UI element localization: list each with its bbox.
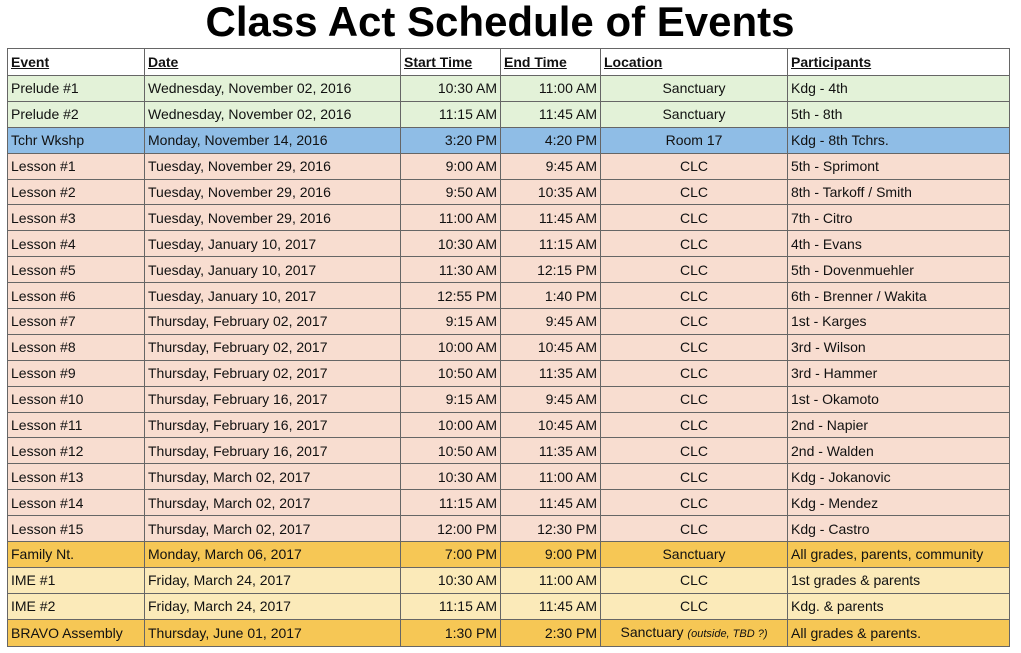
date-cell-text: Tuesday, November 29, 2016 [148, 158, 331, 175]
participants-cell-text: 8th - Tarkoff / Smith [791, 184, 912, 200]
table-row [8, 464, 1010, 490]
table-row [8, 516, 1010, 542]
schedule-rows [8, 76, 1010, 647]
date-cell-text: Thursday, March 02, 2017 [148, 468, 311, 485]
date-cell [145, 334, 401, 360]
location-cell-text: CLC [679, 209, 708, 226]
event-cell-text: Lesson #13 [11, 468, 84, 485]
event-cell-text: IME #2 [11, 598, 56, 615]
end-time-cell-text: 11:45 AM [538, 494, 597, 511]
start-time-cell [401, 412, 501, 438]
participants-cell [788, 412, 1010, 438]
location-cell [601, 593, 788, 619]
date-cell [145, 567, 401, 593]
date-cell-text: Tuesday, January 10, 2017 [148, 261, 317, 278]
date-cell-text: Thursday, February 02, 2017 [148, 313, 328, 330]
header-location: Location [601, 49, 788, 76]
event-cell-text: Lesson #3 [11, 209, 76, 226]
end-time-cell [501, 593, 601, 619]
table-row [8, 127, 1010, 153]
participants-cell [788, 386, 1010, 412]
location-cell [601, 360, 788, 386]
event-cell [8, 283, 145, 309]
date-cell-text: Thursday, March 02, 2017 [148, 494, 311, 511]
schedule-table [7, 48, 1010, 647]
start-time-cell [401, 464, 501, 490]
start-time-cell [401, 179, 501, 205]
start-time-cell [401, 153, 501, 179]
date-cell-text: Thursday, February 16, 2017 [148, 417, 328, 434]
date-cell [145, 153, 401, 179]
start-time-cell [401, 593, 501, 619]
table-row [8, 567, 1010, 593]
event-cell [8, 386, 145, 412]
event-cell [8, 231, 145, 257]
location-cell-text: CLC [679, 365, 708, 382]
date-cell-text: Monday, November 14, 2016 [148, 132, 328, 149]
date-cell [145, 257, 401, 283]
end-time-cell [501, 360, 601, 386]
start-time-cell-text: 10:30 AM [437, 468, 497, 485]
participants-cell [788, 153, 1010, 179]
date-cell [145, 309, 401, 335]
end-time-cell [501, 464, 601, 490]
date-cell-text: Friday, March 24, 2017 [148, 598, 291, 615]
date-cell-text: Tuesday, January 10, 2017 [148, 287, 317, 304]
end-time-cell-text: 11:15 AM [538, 235, 597, 252]
start-time-cell-text: 9:50 AM [445, 184, 497, 200]
participants-cell [788, 567, 1010, 593]
table-row [8, 619, 1010, 646]
end-time-cell [501, 386, 601, 412]
start-time-cell [401, 516, 501, 542]
location-cell-text: Sanctuary [662, 80, 726, 97]
start-time-cell-text: 12:55 PM [437, 287, 497, 304]
date-cell [145, 179, 401, 205]
end-time-cell [501, 309, 601, 335]
location-cell [601, 309, 788, 335]
table-row [8, 490, 1010, 516]
participants-cell [788, 438, 1010, 464]
location-cell-text: CLC [679, 287, 708, 304]
event-cell [8, 464, 145, 490]
location-cell [601, 542, 788, 568]
location-cell [601, 257, 788, 283]
end-time-cell-text: 10:35 AM [537, 184, 597, 200]
start-time-cell-text: 7:00 PM [444, 546, 497, 563]
date-cell-text: Thursday, February 02, 2017 [148, 365, 328, 382]
location-cell-text: CLC [679, 417, 708, 434]
participants-cell [788, 360, 1010, 386]
location-cell [601, 490, 788, 516]
end-time-cell-text: 9:00 PM [544, 546, 597, 563]
end-time-cell [501, 438, 601, 464]
location-cell-text: Sanctuary [662, 546, 726, 563]
end-time-cell [501, 334, 601, 360]
end-time-cell [501, 153, 601, 179]
event-cell [8, 334, 145, 360]
event-cell-text: Lesson #14 [11, 494, 84, 511]
start-time-cell [401, 619, 501, 646]
table-row [8, 360, 1010, 386]
location-cell [601, 101, 788, 127]
date-cell-text: Tuesday, January 10, 2017 [148, 235, 317, 252]
event-cell-text: BRAVO Assembly [11, 624, 123, 641]
start-time-cell [401, 127, 501, 153]
event-cell-text: Lesson #5 [11, 261, 76, 278]
end-time-cell [501, 205, 601, 231]
date-cell [145, 127, 401, 153]
date-cell [145, 438, 401, 464]
start-time-cell-text: 11:15 AM [438, 598, 497, 615]
end-time-cell-text: 9:45 AM [545, 313, 597, 330]
participants-cell-text: 5th - 8th [791, 106, 843, 123]
table-row [8, 179, 1010, 205]
end-time-cell-text: 12:15 PM [537, 261, 597, 278]
table-row [8, 412, 1010, 438]
date-cell [145, 490, 401, 516]
header-date: Date [145, 49, 401, 76]
participants-cell [788, 231, 1010, 257]
event-cell-text: Lesson #8 [11, 339, 76, 356]
location-cell [601, 205, 788, 231]
start-time-cell-text: 10:00 AM [437, 417, 497, 434]
event-cell-text: Lesson #12 [11, 442, 84, 459]
location-cell [601, 127, 788, 153]
participants-cell-text: Kdg - Castro [791, 520, 870, 537]
end-time-cell [501, 127, 601, 153]
event-cell [8, 179, 145, 205]
date-cell [145, 205, 401, 231]
participants-cell [788, 593, 1010, 619]
end-time-cell [501, 179, 601, 205]
table-row [8, 153, 1010, 179]
start-time-cell [401, 205, 501, 231]
participants-cell [788, 101, 1010, 127]
table-row [8, 386, 1010, 412]
participants-cell-text: Kdg - Mendez [791, 494, 879, 511]
event-cell-text: Lesson #15 [11, 520, 84, 537]
participants-cell-text: 3rd - Wilson [791, 339, 866, 356]
date-cell [145, 101, 401, 127]
date-cell [145, 283, 401, 309]
start-time-cell [401, 360, 501, 386]
end-time-cell-text: 10:45 AM [537, 339, 597, 356]
start-time-cell [401, 257, 501, 283]
date-cell-text: Thursday, February 16, 2017 [148, 442, 328, 459]
location-cell [601, 619, 788, 646]
participants-cell [788, 179, 1010, 205]
participants-cell-text: 3rd - Hammer [791, 365, 878, 382]
event-cell [8, 153, 145, 179]
header-event: Event [8, 49, 145, 76]
page-title: Class Act Schedule of Events [205, 0, 795, 45]
event-cell [8, 438, 145, 464]
location-cell-text: CLC [679, 339, 708, 356]
start-time-cell [401, 334, 501, 360]
participants-cell-text: 2nd - Walden [791, 442, 874, 459]
start-time-cell [401, 283, 501, 309]
participants-cell-text: 6th - Brenner / Wakita [791, 287, 927, 304]
location-cell [601, 438, 788, 464]
location-cell [601, 464, 788, 490]
participants-cell [788, 334, 1010, 360]
header-participants: Participants [788, 49, 1010, 76]
table-row [8, 76, 1010, 102]
participants-cell [788, 464, 1010, 490]
date-cell [145, 231, 401, 257]
end-time-cell-text: 12:30 PM [537, 520, 597, 537]
start-time-cell [401, 309, 501, 335]
table-row [8, 438, 1010, 464]
end-time-cell-text: 10:45 AM [537, 417, 597, 434]
date-cell-text: Thursday, June 01, 2017 [148, 624, 302, 641]
event-cell-text: Lesson #2 [11, 184, 76, 200]
participants-cell [788, 127, 1010, 153]
participants-cell-text: All grades & parents. [791, 624, 921, 641]
table-row [8, 257, 1010, 283]
event-cell-text: Lesson #6 [11, 287, 76, 304]
participants-cell-text: 5th - Sprimont [791, 158, 879, 175]
start-time-cell [401, 76, 501, 102]
location-cell-text: CLC [679, 598, 708, 615]
end-time-cell-text: 11:35 AM [538, 365, 597, 382]
end-time-cell-text: 11:45 AM [538, 106, 597, 123]
start-time-cell [401, 490, 501, 516]
date-cell [145, 412, 401, 438]
participants-cell-text: Kdg - 4th [791, 80, 848, 97]
location-cell-text: CLC [679, 313, 708, 330]
location-cell-text: CLC [679, 158, 708, 175]
end-time-cell-text: 11:45 AM [538, 209, 597, 226]
location-cell [601, 334, 788, 360]
location-cell-text: CLC [679, 184, 708, 200]
participants-cell-text: Kdg. & parents [791, 598, 884, 615]
event-cell-text: Tchr Wkshp [11, 132, 85, 149]
location-cell [601, 567, 788, 593]
start-time-cell-text: 9:15 AM [445, 313, 497, 330]
event-cell-text: Lesson #11 [11, 417, 83, 434]
event-cell-text: Lesson #9 [11, 365, 76, 382]
end-time-cell-text: 9:45 AM [545, 391, 597, 408]
start-time-cell-text: 11:15 AM [438, 494, 497, 511]
participants-cell-text: 4th - Evans [791, 235, 862, 252]
participants-cell-text: 5th - Dovenmuehler [791, 261, 914, 278]
participants-cell-text: 1st grades & parents [791, 572, 921, 589]
start-time-cell [401, 101, 501, 127]
start-time-cell-text: 10:50 AM [437, 365, 497, 382]
participants-cell-text: 7th - Citro [791, 209, 853, 226]
table-row [8, 205, 1010, 231]
end-time-cell-text: 9:45 AM [545, 158, 597, 175]
participants-cell-text: 1st - Karges [791, 313, 867, 330]
date-cell-text: Thursday, February 16, 2017 [148, 391, 328, 408]
end-time-cell-text: 11:35 AM [538, 442, 597, 459]
location-cell-text: CLC [679, 261, 708, 278]
end-time-cell [501, 567, 601, 593]
event-cell [8, 127, 145, 153]
date-cell-text: Monday, March 06, 2017 [148, 546, 302, 563]
table-row [8, 309, 1010, 335]
end-time-cell [501, 76, 601, 102]
end-time-cell [501, 283, 601, 309]
location-cell-text: CLC [679, 468, 708, 485]
start-time-cell-text: 10:50 AM [437, 442, 497, 459]
date-cell-text: Wednesday, November 02, 2016 [148, 80, 352, 97]
event-cell [8, 257, 145, 283]
event-cell [8, 593, 145, 619]
start-time-cell-text: 10:00 AM [437, 339, 497, 356]
start-time-cell-text: 11:15 AM [438, 106, 497, 123]
event-cell [8, 542, 145, 568]
event-cell [8, 101, 145, 127]
start-time-cell [401, 567, 501, 593]
location-cell-text: CLC [679, 442, 708, 459]
end-time-cell-text: 11:45 AM [538, 598, 597, 615]
end-time-cell [501, 619, 601, 646]
event-cell-text: Family Nt. [11, 546, 74, 563]
date-cell [145, 360, 401, 386]
event-cell-text: Lesson #1 [11, 158, 76, 175]
date-cell [145, 386, 401, 412]
participants-cell [788, 76, 1010, 102]
participants-cell [788, 542, 1010, 568]
table-row [8, 283, 1010, 309]
location-cell [601, 386, 788, 412]
start-time-cell-text: 12:00 PM [437, 520, 497, 537]
date-cell-text: Thursday, February 02, 2017 [148, 339, 328, 356]
location-cell-text: CLC [679, 391, 708, 408]
location-cell-text: Room 17 [665, 132, 723, 149]
end-time-cell-text: 11:00 AM [538, 468, 597, 485]
participants-cell [788, 619, 1010, 646]
start-time-cell [401, 542, 501, 568]
end-time-cell-text: 4:20 PM [544, 132, 597, 149]
table-row [8, 101, 1010, 127]
date-cell-text: Friday, March 24, 2017 [148, 572, 291, 589]
participants-cell [788, 309, 1010, 335]
start-time-cell-text: 10:30 AM [437, 572, 497, 589]
start-time-cell-text: 1:30 PM [444, 624, 497, 641]
end-time-cell-text: 11:00 AM [538, 572, 597, 589]
start-time-cell [401, 438, 501, 464]
participants-cell-text: 2nd - Napier [791, 417, 869, 434]
end-time-cell [501, 101, 601, 127]
event-cell-text: Lesson #4 [11, 235, 76, 252]
participants-cell-text: 1st - Okamoto [791, 391, 879, 408]
end-time-cell [501, 516, 601, 542]
table-row [8, 231, 1010, 257]
start-time-cell-text: 3:20 PM [444, 132, 497, 149]
date-cell-text: Thursday, March 02, 2017 [148, 520, 311, 537]
table-row [8, 334, 1010, 360]
header-start-time: Start Time [401, 49, 501, 76]
date-cell-text: Wednesday, November 02, 2016 [148, 106, 352, 123]
start-time-cell-text: 9:00 AM [445, 158, 497, 175]
event-cell-text: IME #1 [11, 572, 56, 589]
event-cell-text: Lesson #7 [11, 313, 76, 330]
participants-cell [788, 516, 1010, 542]
event-cell [8, 516, 145, 542]
location-cell-text: CLC [679, 572, 708, 589]
location-cell [601, 283, 788, 309]
location-cell-text: CLC [679, 235, 708, 252]
date-cell-text: Tuesday, November 29, 2016 [148, 184, 331, 200]
location-cell [601, 179, 788, 205]
event-cell [8, 360, 145, 386]
end-time-cell-text: 11:00 AM [538, 80, 597, 97]
date-cell [145, 464, 401, 490]
location-cell [601, 412, 788, 438]
date-cell-text: Tuesday, November 29, 2016 [148, 209, 331, 226]
location-cell [601, 153, 788, 179]
participants-cell-text: Kdg - 8th Tchrs. [791, 132, 889, 149]
participants-cell [788, 283, 1010, 309]
event-cell [8, 490, 145, 516]
date-cell [145, 593, 401, 619]
start-time-cell-text: 10:30 AM [437, 235, 497, 252]
end-time-cell [501, 542, 601, 568]
table-row [8, 542, 1010, 568]
participants-cell [788, 257, 1010, 283]
start-time-cell [401, 386, 501, 412]
start-time-cell-text: 10:30 AM [437, 80, 497, 97]
location-cell [601, 76, 788, 102]
start-time-cell-text: 11:00 AM [438, 209, 497, 226]
event-cell [8, 309, 145, 335]
participants-cell [788, 205, 1010, 231]
location-cell-text: Sanctuary [662, 106, 726, 123]
event-cell-text: Lesson #10 [11, 391, 84, 408]
event-cell-text: Prelude #2 [11, 106, 79, 123]
participants-cell [788, 490, 1010, 516]
date-cell [145, 542, 401, 568]
location-cell [601, 231, 788, 257]
end-time-cell [501, 490, 601, 516]
participants-cell-text: Kdg - Jokanovic [791, 468, 891, 485]
end-time-cell-text: 1:40 PM [544, 287, 597, 304]
start-time-cell-text: 11:30 AM [438, 261, 497, 278]
event-cell [8, 619, 145, 646]
location-cell [601, 516, 788, 542]
start-time-cell-text: 9:15 AM [445, 391, 497, 408]
event-cell [8, 76, 145, 102]
end-time-cell-text: 2:30 PM [544, 624, 597, 641]
location-cell-text: Sanctuary [620, 623, 684, 640]
table-row [8, 593, 1010, 619]
participants-cell-text: All grades, parents, community [791, 546, 984, 563]
end-time-cell [501, 257, 601, 283]
start-time-cell [401, 231, 501, 257]
header-row [8, 49, 1010, 76]
event-cell [8, 412, 145, 438]
header-end-time: End Time [501, 49, 601, 76]
end-time-cell [501, 231, 601, 257]
date-cell [145, 76, 401, 102]
date-cell [145, 619, 401, 646]
event-cell [8, 567, 145, 593]
event-cell [8, 205, 145, 231]
location-cell-text: CLC [679, 494, 708, 511]
date-cell [145, 516, 401, 542]
event-cell-text: Prelude #1 [11, 80, 79, 97]
end-time-cell [501, 412, 601, 438]
location-note: (outside, TBD ?) [687, 627, 768, 640]
location-cell-text: CLC [679, 520, 708, 537]
